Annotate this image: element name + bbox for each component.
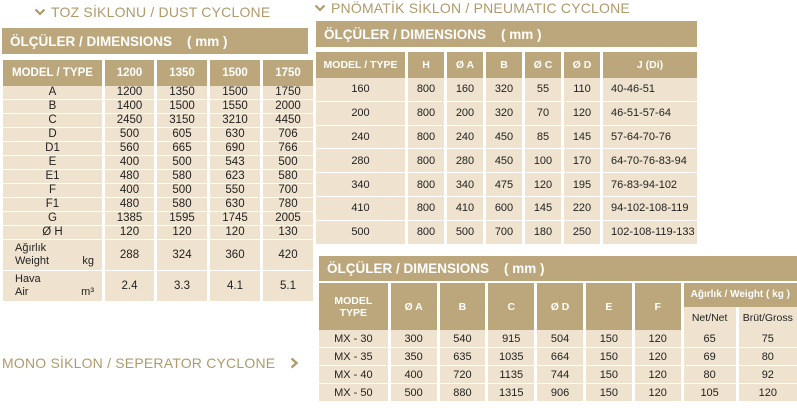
dust-cell: 1400 (105, 100, 154, 114)
table-row (3, 184, 313, 198)
dust-cell: 580 (157, 198, 207, 212)
pneumatic-cell: 320 (486, 78, 522, 102)
pneumatic-cell: 500 (447, 221, 483, 245)
mono-header-col: B (440, 283, 486, 330)
pneumatic-cell: 170 (564, 149, 600, 173)
pneumatic-header-model: MODEL / TYPE (316, 52, 405, 78)
pneumatic-cell: 85 (525, 126, 561, 150)
dust-cell: 400 (105, 156, 154, 170)
mono-cell: 120 (635, 348, 681, 366)
pneumatic-cell: 800 (408, 126, 444, 150)
pneumatic-cell: 55 (525, 78, 561, 102)
dust-cell: 630 (210, 198, 260, 212)
dust-cell: 605 (157, 128, 207, 142)
mono-cell: 720 (440, 366, 486, 384)
dust-row-label: D1 (3, 142, 102, 156)
mono-header-col: C (488, 283, 534, 330)
mono-cell: 150 (586, 330, 632, 348)
dust-header-col: 1500 (210, 60, 260, 86)
table-row (319, 384, 797, 402)
chevron-down-icon (34, 6, 46, 18)
dust-cell: 543 (210, 156, 260, 170)
dust-header-col: 1750 (263, 60, 313, 86)
table-row (316, 102, 697, 126)
table-row (316, 221, 697, 245)
pneumatic-row-label: 410 (316, 197, 405, 221)
dust-cell: 706 (263, 128, 313, 142)
table-row (319, 330, 797, 348)
mono-cell: 150 (586, 366, 632, 384)
pneumatic-cell: 800 (408, 197, 444, 221)
pneumatic-cell: 195 (564, 173, 600, 197)
pneumatic-cell: 102-108-119-133 (603, 221, 697, 245)
table-row (3, 226, 313, 240)
pneumatic-cell: 340 (447, 173, 483, 197)
dust-cell: 2.4 (105, 271, 154, 302)
mono-cell: 150 (586, 384, 632, 402)
pneumatic-header-col: J (Di) (603, 52, 697, 78)
dust-cell: 1200 (105, 86, 154, 100)
mono-cell: 1035 (488, 348, 534, 366)
mono-cell: 69 (684, 348, 736, 366)
mono-cell: 1135 (488, 366, 534, 384)
table-row (316, 149, 697, 173)
dust-cell: 120 (210, 226, 260, 240)
dust-cell: 2000 (263, 100, 313, 114)
mono-header-col: F (635, 283, 681, 330)
pneumatic-cell: 64-70-76-83-94 (603, 149, 697, 173)
mono-cell: 75 (739, 330, 797, 348)
dust-cell: 580 (263, 170, 313, 184)
table-row (3, 271, 313, 302)
table-row (3, 114, 313, 128)
chevron-down-icon (314, 2, 326, 14)
dust-header-model: MODEL / TYPE (3, 60, 102, 86)
pneumatic-row-label: 200 (316, 102, 405, 126)
dust-cell: 130 (263, 226, 313, 240)
dust-cyclone-table (0, 60, 316, 302)
table-row (316, 173, 697, 197)
mono-cell: 664 (537, 348, 583, 366)
pneumatic-cell: 800 (408, 221, 444, 245)
pneumatic-cell: 40-46-51 (603, 78, 697, 102)
mono-cell: 80 (684, 366, 736, 384)
mono-header-col: E (586, 283, 632, 330)
table-row (3, 212, 313, 226)
pneumatic-header-col: Ø C (525, 52, 561, 78)
dust-cell: 120 (105, 226, 154, 240)
pneumatic-cell: 145 (564, 126, 600, 150)
pneumatic-row-label: 280 (316, 149, 405, 173)
mono-row-label: MX - 50 (319, 384, 388, 402)
pneumatic-cell: 475 (486, 173, 522, 197)
mono-cell: 880 (440, 384, 486, 402)
dust-header-col: 1350 (157, 60, 207, 86)
dust-row-label: F1 (3, 198, 102, 212)
pneumatic-cell: 800 (408, 149, 444, 173)
pneumatic-cell: 120 (564, 102, 600, 126)
pneumatic-cyclone-title[interactable] (314, 0, 630, 16)
dust-cell: 324 (157, 240, 207, 271)
dust-row-label: E (3, 156, 102, 170)
pneumatic-header-col: B (486, 52, 522, 78)
dust-cell: 420 (263, 240, 313, 271)
dust-row-label: C (3, 114, 102, 128)
dust-cell: 400 (105, 184, 154, 198)
table-row (3, 240, 313, 271)
dust-cell: 550 (210, 184, 260, 198)
pneumatic-cell: 160 (447, 78, 483, 102)
pneumatic-cell: 410 (447, 197, 483, 221)
mono-cell: 1315 (488, 384, 534, 402)
table-row (316, 78, 697, 102)
dust-cell: 3.3 (157, 271, 207, 302)
dust-cell: 690 (210, 142, 260, 156)
mono-row-label: MX - 35 (319, 348, 388, 366)
pneumatic-cell: 120 (525, 173, 561, 197)
dust-air-label-line1: Hava (15, 273, 41, 285)
pneumatic-cell: 200 (447, 102, 483, 126)
dust-cell: 360 (210, 240, 260, 271)
mono-cell: 65 (684, 330, 736, 348)
dust-cell: 1550 (210, 100, 260, 114)
table-row (316, 126, 697, 150)
dust-cell: 3210 (210, 114, 260, 128)
mono-header-col: Ø D (537, 283, 583, 330)
dust-cell: 500 (157, 184, 207, 198)
dust-cell: 2005 (263, 212, 313, 226)
mono-cyclone-title-text: MONO SİKLON / SEPERATOR CYCLONE (2, 355, 276, 371)
dust-cell: 560 (105, 142, 154, 156)
pneumatic-cyclone-table (313, 52, 700, 245)
pneumatic-row-label: 340 (316, 173, 405, 197)
mono-cell: 504 (537, 330, 583, 348)
pneumatic-cell: 240 (447, 126, 483, 150)
dust-weight-label (3, 240, 102, 271)
dust-row-label: B (3, 100, 102, 114)
mono-header-weight: Ağırlık / Weight ( kg ) (684, 283, 797, 307)
dust-cell: 580 (157, 170, 207, 184)
mono-header-col: Ø A (391, 283, 437, 330)
dust-row-label: F (3, 184, 102, 198)
mono-cell: 92 (739, 366, 797, 384)
pneumatic-cell: 100 (525, 149, 561, 173)
dust-weight-label-line2: Weight (15, 255, 50, 267)
dust-cell: 288 (105, 240, 154, 271)
mono-dimensions-band: ÖLÇÜLER / DIMENSIONS ( mm ) (319, 256, 797, 281)
pneumatic-cell: 600 (486, 197, 522, 221)
mono-cell: 400 (391, 366, 437, 384)
mono-header-model: MODEL TYPE (319, 283, 388, 330)
dust-row-label: E1 (3, 170, 102, 184)
mono-cell: 635 (440, 348, 486, 366)
dust-cyclone-title-text: TOZ SİKLONU / DUST CYCLONE (51, 4, 271, 20)
dust-cyclone-title[interactable] (34, 4, 270, 20)
pneumatic-cell: 76-83-94-102 (603, 173, 697, 197)
pneumatic-cyclone-title-text: PNÖMATİK SİKLON / PNEUMATIC CYCLONE (331, 0, 630, 16)
pneumatic-cell: 46-51-57-64 (603, 102, 697, 126)
dust-cell: 4450 (263, 114, 313, 128)
pneumatic-cell: 800 (408, 78, 444, 102)
pneumatic-cell: 94-102-108-119 (603, 197, 697, 221)
dust-cell: 3150 (157, 114, 207, 128)
dust-cell: 1500 (210, 86, 260, 100)
pneumatic-header-col: Ø D (564, 52, 600, 78)
pneumatic-cell: 220 (564, 197, 600, 221)
pneumatic-header-col: H (408, 52, 444, 78)
dust-air-label-line2: Air (15, 286, 29, 298)
dust-weight-unit: kg (82, 255, 94, 267)
pneumatic-cell: 180 (525, 221, 561, 245)
table-row (316, 197, 697, 221)
mono-cyclone-link[interactable] (2, 355, 300, 371)
chevron-right-icon (288, 357, 300, 369)
dust-row-label: G (3, 212, 102, 226)
dust-air-label (3, 271, 102, 302)
dust-cell: 623 (210, 170, 260, 184)
dust-cell: 766 (263, 142, 313, 156)
dust-cell: 1350 (157, 86, 207, 100)
mono-cell: 906 (537, 384, 583, 402)
mono-cell: 350 (391, 348, 437, 366)
pneumatic-cell: 800 (408, 102, 444, 126)
dust-cell: 5.1 (263, 271, 313, 302)
mono-cell: 120 (635, 366, 681, 384)
mono-cell: 540 (440, 330, 486, 348)
dust-row-label: D (3, 128, 102, 142)
dust-cell: 1500 (157, 100, 207, 114)
pneumatic-header-col: Ø A (447, 52, 483, 78)
dust-cell: 500 (105, 128, 154, 142)
dust-cell: 120 (157, 226, 207, 240)
mono-cell: 120 (739, 384, 797, 402)
dust-cell: 1595 (157, 212, 207, 226)
pneumatic-cell: 57-64-70-76 (603, 126, 697, 150)
pneumatic-cell: 800 (408, 173, 444, 197)
pneumatic-cell: 70 (525, 102, 561, 126)
pneumatic-cell: 700 (486, 221, 522, 245)
dust-cell: 500 (263, 156, 313, 170)
dust-cell: 780 (263, 198, 313, 212)
dust-cell: 480 (105, 170, 154, 184)
pneumatic-cell: 250 (564, 221, 600, 245)
dust-row-label: A (3, 86, 102, 100)
table-row (3, 128, 313, 142)
table-row (3, 142, 313, 156)
pneumatic-cell: 280 (447, 149, 483, 173)
pneumatic-row-label: 500 (316, 221, 405, 245)
table-row (3, 198, 313, 212)
mono-cell: 120 (635, 330, 681, 348)
table-row (3, 170, 313, 184)
dust-dimensions-band: ÖLÇÜLER / DIMENSIONS ( mm ) (2, 28, 308, 54)
mono-header-gross: Brüt/Gross (739, 307, 797, 331)
mono-row-label: MX - 30 (319, 330, 388, 348)
dust-cell: 480 (105, 198, 154, 212)
dust-cell: 700 (263, 184, 313, 198)
table-row (319, 348, 797, 366)
mono-row-label: MX - 40 (319, 366, 388, 384)
mono-cell: 300 (391, 330, 437, 348)
mono-cell: 120 (635, 384, 681, 402)
mono-cell: 80 (739, 348, 797, 366)
pneumatic-row-label: 240 (316, 126, 405, 150)
table-row (3, 156, 313, 170)
mono-cell: 105 (684, 384, 736, 402)
dust-cell: 1750 (263, 86, 313, 100)
mono-cell: 915 (488, 330, 534, 348)
pneumatic-cell: 450 (486, 149, 522, 173)
pneumatic-cell: 145 (525, 197, 561, 221)
pneumatic-cell: 320 (486, 102, 522, 126)
pneumatic-cell: 110 (564, 78, 600, 102)
table-row (319, 366, 797, 384)
pneumatic-cell: 450 (486, 126, 522, 150)
dust-weight-label-line1: Ağırlık (15, 242, 47, 254)
mono-cell: 744 (537, 366, 583, 384)
dust-cell: 1745 (210, 212, 260, 226)
dust-cell: 2450 (105, 114, 154, 128)
dust-row-label: Ø H (3, 226, 102, 240)
pneumatic-row-label: 160 (316, 78, 405, 102)
dust-cell: 500 (157, 156, 207, 170)
mono-cell: 500 (391, 384, 437, 402)
mono-header-net: Net/Net (684, 307, 736, 331)
dust-cell: 630 (210, 128, 260, 142)
dust-cell: 1385 (105, 212, 154, 226)
mono-cell: 150 (586, 348, 632, 366)
dust-air-unit: m³ (81, 286, 94, 298)
dust-cell: 4.1 (210, 271, 260, 302)
pneumatic-dimensions-band: ÖLÇÜLER / DIMENSIONS ( mm ) (316, 21, 697, 47)
table-row (3, 86, 313, 100)
mono-cyclone-table (316, 283, 797, 402)
dust-cell: 665 (157, 142, 207, 156)
dust-header-col: 1200 (105, 60, 154, 86)
table-row (3, 100, 313, 114)
